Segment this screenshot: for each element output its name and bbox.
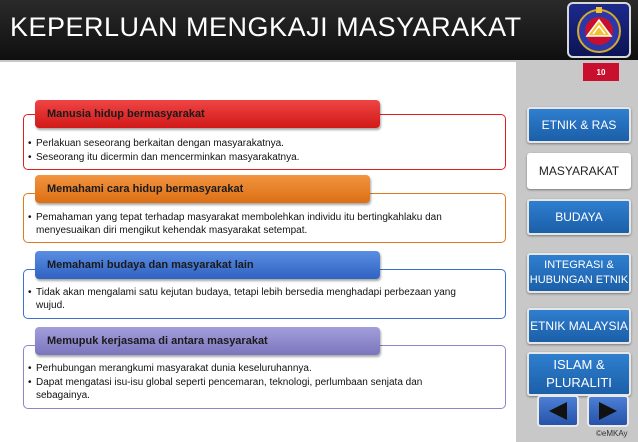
section-heading xyxy=(35,100,380,128)
nav-label: BUDAYA xyxy=(555,209,603,224)
nav-islam-pluraliti[interactable] xyxy=(527,352,631,396)
bullet-item: • Perlakuan seseorang berkaitan dengan masyarakatnya. xyxy=(28,137,488,150)
topic-sidebar xyxy=(520,60,638,442)
section-bullets xyxy=(28,211,468,238)
section-bullets xyxy=(28,137,488,165)
nav-etnik-malaysia[interactable] xyxy=(527,308,631,344)
bullet-item: • Seseorang itu dicermin dan mencerminkan masyarakatnya. xyxy=(28,151,488,164)
university-logo xyxy=(567,2,631,58)
nav-budaya[interactable] xyxy=(527,199,631,235)
section-heading xyxy=(35,251,380,279)
slide-title: KEPERLUAN MENGKAJI MASYARAKAT xyxy=(10,12,522,42)
nav-label: ETNIK MALAYSIA xyxy=(530,318,628,333)
bullet-item: • Perhubungan merangkumi masyarakat dunia keseluruhannya. xyxy=(28,362,438,375)
section-bullets xyxy=(28,362,438,403)
section-heading-text: Manusia hidup bermasyarakat xyxy=(47,108,205,120)
content-panel xyxy=(0,62,516,442)
nav-label: INTEGRASI & HUBUNGAN ETNIK xyxy=(529,259,629,286)
bullet-item: • Dapat mengatasi isu-isu global seperti pencemaran, teknologi, perlumbaan senjata dan sebagainya. xyxy=(28,376,438,402)
nav-label: ETNIK & RAS xyxy=(541,117,617,132)
section-heading xyxy=(35,175,370,203)
nav-etnik-ras[interactable] xyxy=(527,107,631,143)
section-heading xyxy=(35,327,380,355)
title-bar xyxy=(0,0,638,60)
page-number-badge: 10 xyxy=(583,63,619,81)
triangle-right-icon xyxy=(597,401,619,421)
nav-label: MASYARAKAT xyxy=(538,163,620,178)
nav-label: ISLAM & PLURALITI xyxy=(546,357,612,390)
section-heading-text: Memupuk kerjasama di antara masyarakat xyxy=(47,335,268,347)
nav-masyarakat[interactable] xyxy=(527,153,631,189)
section-heading-text: Memahami budaya dan masyarakat lain xyxy=(47,259,254,271)
bullet-item: • Pemahaman yang tepat terhadap masyarakat membolehkan individu itu bertingkahlaku dan menyesuaikan diri mengikut kehendak masyarakat setempat. xyxy=(28,211,468,237)
previous-slide-button[interactable] xyxy=(537,395,579,427)
triangle-left-icon xyxy=(547,401,569,421)
nav-integrasi-hubungan-etnik[interactable] xyxy=(527,253,631,293)
section-bullets xyxy=(28,286,458,313)
section-heading-text: Memahami cara hidup bermasyarakat xyxy=(47,183,244,195)
next-slide-button[interactable] xyxy=(587,395,629,427)
bullet-item: • Tidak akan mengalami satu kejutan budaya, tetapi lebih bersedia menghadapi perbezaan yang wujud. xyxy=(28,286,458,312)
copyright-text: ©eMKAy xyxy=(596,429,628,438)
